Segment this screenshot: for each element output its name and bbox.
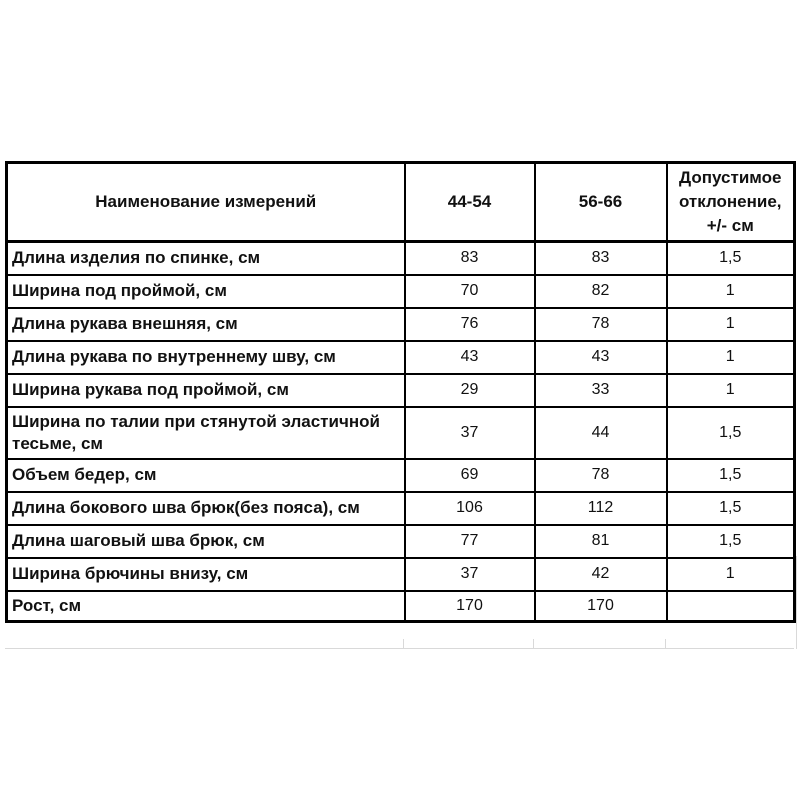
table-row — [7, 459, 795, 492]
deviation-value-cell: 1 — [667, 341, 795, 374]
table-row — [7, 374, 795, 407]
spreadsheet-gridline-horizontal — [5, 648, 794, 649]
spreadsheet-gridline-vertical — [403, 639, 404, 649]
size-56-66-value-cell: 44 — [535, 407, 667, 459]
size-44-54-value-cell: 83 — [405, 242, 535, 275]
measurements-table — [5, 161, 796, 623]
size-44-54-value-cell: 77 — [405, 525, 535, 558]
size-44-54-value-cell: 106 — [405, 492, 535, 525]
deviation-value-cell: 1 — [667, 374, 795, 407]
header-row — [7, 163, 795, 242]
size-56-66-value-cell: 83 — [535, 242, 667, 275]
deviation-value-cell: 1,5 — [667, 242, 795, 275]
table-row — [7, 558, 795, 591]
measurement-name-cell: Ширина рукава под проймой, см — [7, 374, 405, 407]
size-44-54-value-cell: 29 — [405, 374, 535, 407]
measurement-name-cell: Ширина под проймой, см — [7, 275, 405, 308]
measurement-name-cell: Рост, см — [7, 591, 405, 622]
table-row — [7, 341, 795, 374]
column-header-size-56-66: 56-66 — [535, 163, 667, 242]
size-44-54-value-cell: 170 — [405, 591, 535, 622]
measurement-name-cell: Длина рукава по внутреннему шву, см — [7, 341, 405, 374]
size-44-54-value-cell: 37 — [405, 558, 535, 591]
measurement-name-cell: Длина изделия по спинке, см — [7, 242, 405, 275]
size-44-54-value-cell: 43 — [405, 341, 535, 374]
size-56-66-value-cell: 42 — [535, 558, 667, 591]
table-row — [7, 242, 795, 275]
deviation-value-cell: 1,5 — [667, 459, 795, 492]
table-row — [7, 525, 795, 558]
size-56-66-value-cell: 82 — [535, 275, 667, 308]
size-56-66-value-cell: 81 — [535, 525, 667, 558]
size-56-66-value-cell: 43 — [535, 341, 667, 374]
deviation-value-cell — [667, 591, 795, 622]
spreadsheet-gridline-vertical — [533, 639, 534, 649]
column-header-measurement-name: Наименование измерений — [7, 163, 405, 242]
table-row — [7, 407, 795, 459]
size-44-54-value-cell: 76 — [405, 308, 535, 341]
size-56-66-value-cell: 78 — [535, 459, 667, 492]
table-row — [7, 308, 795, 341]
measurement-name-cell: Длина шаговый шва брюк, см — [7, 525, 405, 558]
size-44-54-value-cell: 70 — [405, 275, 535, 308]
table-row — [7, 492, 795, 525]
measurement-name-cell: Длина бокового шва брюк(без пояса), см — [7, 492, 405, 525]
measurement-name-cell: Объем бедер, см — [7, 459, 405, 492]
size-chart-container — [5, 161, 795, 623]
table-header — [7, 163, 795, 242]
deviation-value-cell: 1 — [667, 558, 795, 591]
size-44-54-value-cell: 37 — [405, 407, 535, 459]
size-56-66-value-cell: 170 — [535, 591, 667, 622]
column-header-size-44-54: 44-54 — [405, 163, 535, 242]
deviation-value-cell: 1 — [667, 275, 795, 308]
size-44-54-value-cell: 69 — [405, 459, 535, 492]
measurement-name-cell: Длина рукава внешняя, см — [7, 308, 405, 341]
deviation-value-cell: 1,5 — [667, 492, 795, 525]
deviation-value-cell: 1 — [667, 308, 795, 341]
size-56-66-value-cell: 112 — [535, 492, 667, 525]
table-row — [7, 591, 795, 622]
table-row — [7, 275, 795, 308]
deviation-value-cell: 1,5 — [667, 525, 795, 558]
spreadsheet-gridline-vertical — [796, 556, 797, 649]
size-56-66-value-cell: 33 — [535, 374, 667, 407]
measurement-name-cell: Ширина по талии при стянутой эластичной тесьме, см — [7, 407, 405, 459]
column-header-deviation: Допустимое отклонение, +/- см — [667, 163, 795, 242]
deviation-value-cell: 1,5 — [667, 407, 795, 459]
measurement-name-cell: Ширина брючины внизу, см — [7, 558, 405, 591]
table-body — [7, 242, 795, 622]
size-56-66-value-cell: 78 — [535, 308, 667, 341]
spreadsheet-gridline-vertical — [665, 639, 666, 649]
